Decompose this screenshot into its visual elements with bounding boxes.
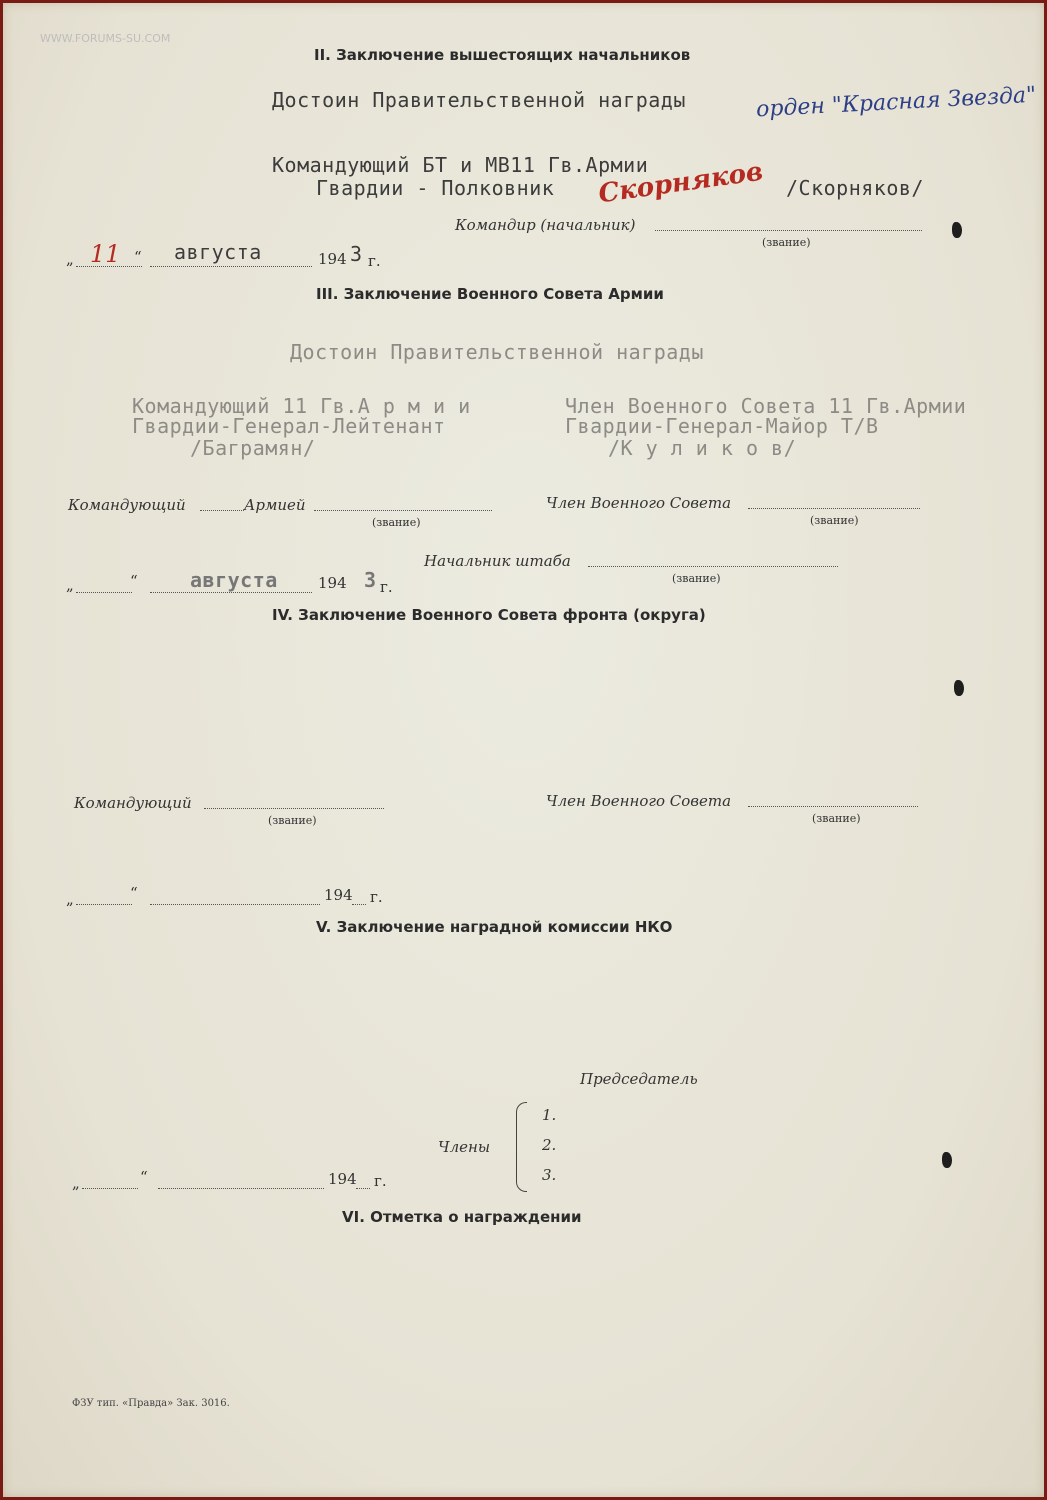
print-footer: ФЗУ тип. «Правда» Зак. 3016. — [72, 1398, 230, 1409]
label-front-council-member: Член Военного Совета — [546, 792, 732, 810]
label-front-commander: Командующий — [74, 794, 192, 812]
label-rank-army-left: (звание) — [372, 516, 421, 529]
label-rank-front-left: (звание) — [268, 814, 317, 827]
section-3-right-line1: Член Военного Совета 11 Гв.Армии — [565, 394, 967, 418]
date-5-month-line — [158, 1188, 324, 1189]
handwritten-award: орден "Красная Звезда" — [755, 82, 1037, 123]
date-3-close-quote: “ — [130, 572, 138, 590]
date-3-day-line — [76, 592, 132, 593]
section-3-typed-award: Достоин Правительственной награды — [290, 340, 704, 364]
label-commander-chief: Командир (начальник) — [455, 216, 636, 234]
date-4-year-line — [352, 904, 366, 905]
signature-line — [655, 230, 922, 231]
date-year-digit: 3 — [350, 242, 363, 266]
date-5-open-quote: „ — [72, 1174, 80, 1192]
date-3-year-prefix: 194 — [318, 574, 347, 592]
date-4-year-suffix: г. — [370, 888, 383, 906]
section-3-heading: III. Заключение Военного Совета Армии — [316, 285, 664, 303]
date-4-close-quote: “ — [130, 884, 138, 902]
section-2-typed-award: Достоин Правительственной награды — [272, 88, 686, 112]
section-2-typed-name: /Скорняков/ — [786, 176, 924, 200]
date-month: августа — [174, 240, 262, 264]
label-rank-chief: (звание) — [672, 572, 721, 585]
member-2: 2. — [542, 1136, 557, 1154]
army-commander-line — [314, 510, 492, 511]
chief-of-staff-line — [588, 566, 838, 567]
section-2-typed-commander: Командующий БТ и МВ11 Гв.Армии — [272, 153, 649, 177]
label-army: Армией — [244, 496, 306, 514]
date-5-year-line — [356, 1188, 370, 1189]
section-3-right-line2: Гвардии-Генерал-Майор Т/В — [565, 414, 879, 438]
section-3-left-line1: Командующий 11 Гв.А р м и и — [132, 394, 471, 418]
member-3: 3. — [542, 1166, 557, 1184]
watermark: WWW.FORUMS-SU.COM — [40, 32, 171, 45]
label-rank-army-right: (звание) — [810, 514, 859, 527]
section-2-heading: II. Заключение вышестоящих начальников — [314, 46, 691, 64]
section-2-typed-rank: Гвардии - Полковник — [316, 176, 555, 200]
date-5-day-line — [82, 1188, 138, 1189]
label-rank-front-right: (звание) — [812, 812, 861, 825]
punch-hole — [952, 222, 962, 238]
section-4-heading: IV. Заключение Военного Совета фронта (округа) — [272, 606, 706, 624]
date-3-month-line — [150, 592, 312, 593]
label-chairman: Председатель — [580, 1070, 698, 1088]
council-member-line — [748, 508, 920, 509]
date-close-quote: “ — [134, 248, 142, 266]
section-3-left-line2: Гвардии-Генерал-Лейтенант — [132, 414, 446, 438]
date-5-year-prefix: 194 — [328, 1170, 357, 1188]
army-rank-line-a — [200, 510, 244, 511]
date-5-close-quote: “ — [140, 1168, 148, 1186]
date-3-year-digit: 3 — [364, 568, 377, 592]
date-5-year-suffix: г. — [374, 1172, 387, 1190]
date-year-prefix: 194 — [318, 250, 347, 268]
date-3-open-quote: „ — [66, 576, 74, 594]
front-council-line — [748, 806, 918, 807]
section-3-left-line3: /Баграмян/ — [190, 436, 316, 460]
date-4-day-line — [76, 904, 132, 905]
label-army-commander: Командующий — [68, 496, 186, 514]
date-month-line — [150, 266, 312, 267]
section-3-right-line3: /К у л и к о в/ — [608, 436, 797, 460]
date-4-month-line — [150, 904, 320, 905]
date-year-suffix: г. — [368, 252, 381, 270]
date-3-month: августа — [190, 568, 278, 592]
label-chief-of-staff: Начальник штаба — [424, 552, 571, 570]
members-brace — [516, 1102, 527, 1192]
section-5-heading: V. Заключение наградной комиссии НКО — [316, 918, 673, 936]
section-6-heading: VI. Отметка о награждении — [342, 1208, 582, 1226]
punch-hole — [954, 680, 964, 696]
member-1: 1. — [542, 1106, 557, 1124]
date-4-open-quote: „ — [66, 890, 74, 908]
label-members: Члены — [438, 1138, 491, 1156]
date-day-line — [76, 266, 142, 267]
label-council-member: Член Военного Совета — [546, 494, 732, 512]
punch-hole — [942, 1152, 952, 1168]
date-day: 11 — [90, 240, 121, 268]
date-4-year-prefix: 194 — [324, 886, 353, 904]
signature-red: Скорняков — [596, 156, 765, 210]
date-3-year-suffix: г. — [380, 578, 393, 596]
label-rank: (звание) — [762, 236, 811, 249]
front-commander-line — [204, 808, 384, 809]
date-open-quote: „ — [66, 250, 74, 268]
